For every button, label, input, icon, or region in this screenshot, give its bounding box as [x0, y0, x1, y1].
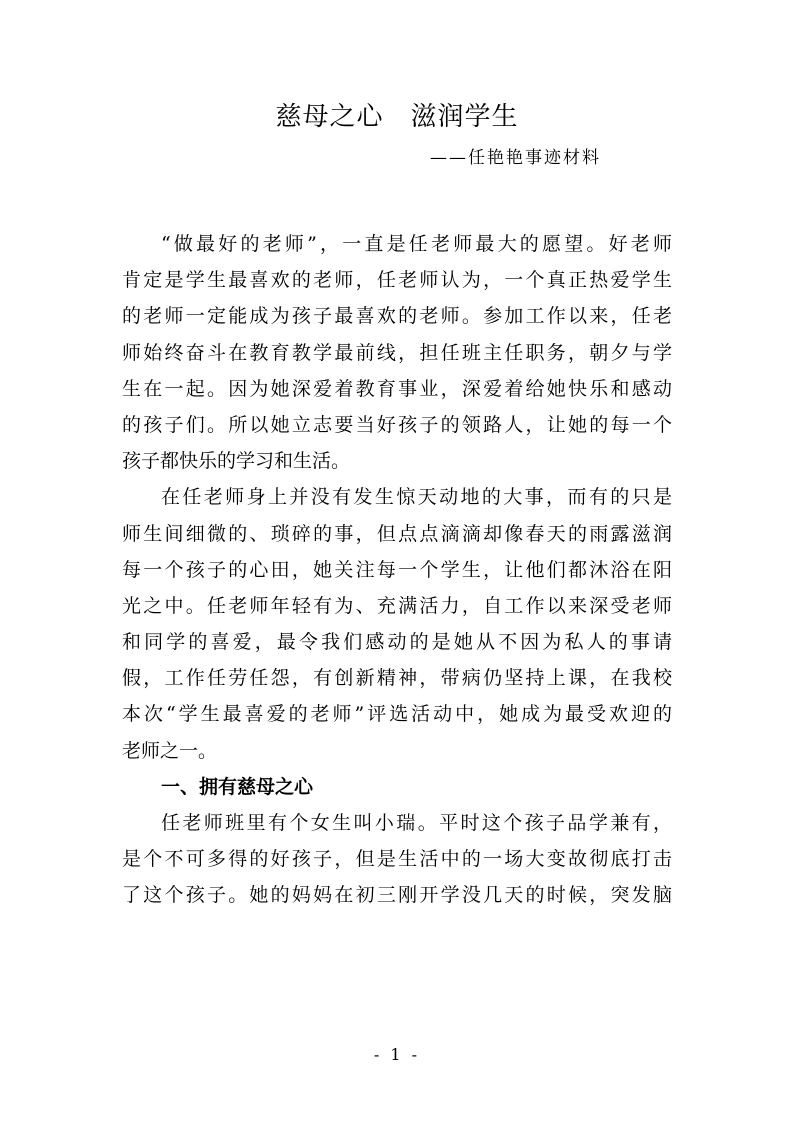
text-line: 的老师一定能成为孩子最喜欢的老师。参加工作以来，任老: [122, 305, 672, 328]
text-line: 师生间细微的、琐碎的事，但点点滴滴却像春天的雨露滋润: [122, 522, 672, 545]
text-line: 光之中。任老师年轻有为、充满活力，自工作以来深受老师: [122, 594, 672, 617]
text-line: 任老师班里有个女生叫小瑞。平时这个孩子品学兼有，: [161, 812, 672, 834]
text-line: 在任老师身上并没有发生惊天动地的大事，而有的只是: [161, 486, 672, 509]
text-line: “做最好的老师”，一直是任老师最大的愿望。好老师: [161, 233, 672, 255]
text-line: 肯定是学生最喜欢的老师，任老师认为，一个真正热爱学生: [122, 269, 672, 292]
document-title: 慈母之心 滋润学生: [275, 102, 519, 132]
document-subtitle: ——任艳艳事迹材料: [430, 148, 601, 168]
section-heading: 一、拥有慈母之心: [161, 775, 314, 798]
text-line: 孩子都快乐的学习和生活。: [122, 450, 351, 473]
text-line: 本次“学生最喜爱的老师”评选活动中，她成为最受欢迎的: [122, 703, 672, 726]
paragraph-second: [122, 479, 672, 769]
text-line: 假，工作任劳任怨，有创新精神，带病仍坚持上课，在我校: [122, 667, 672, 690]
page-number: - 1 -: [373, 1045, 421, 1064]
text-line: 和同学的喜爱，最令我们感动的是她从不因为私人的事请: [122, 631, 672, 654]
document-body: [122, 226, 672, 914]
text-line: 的孩子们。所以她立志要当好孩子的领路人，让她的每一个: [122, 413, 672, 436]
paragraph-intro: [122, 226, 672, 479]
text-line: 师始终奋斗在教育教学最前线，担任班主任职务，朝夕与学: [122, 341, 672, 364]
text-line: 生在一起。因为她深爱着教育事业，深爱着给她快乐和感动: [122, 377, 672, 400]
text-line: 了这个孩子。她的妈妈在初三刚开学没几天的时候，突发脑: [122, 884, 672, 907]
text-line: 每一个孩子的心田，她关注每一个学生，让他们都沐浴在阳: [122, 558, 672, 581]
text-line: 是个不可多得的好孩子，但是生活中的一场大变故彻底打击: [122, 848, 672, 871]
text-line: 老师之一。: [122, 739, 218, 762]
paragraph-section: [122, 805, 672, 914]
